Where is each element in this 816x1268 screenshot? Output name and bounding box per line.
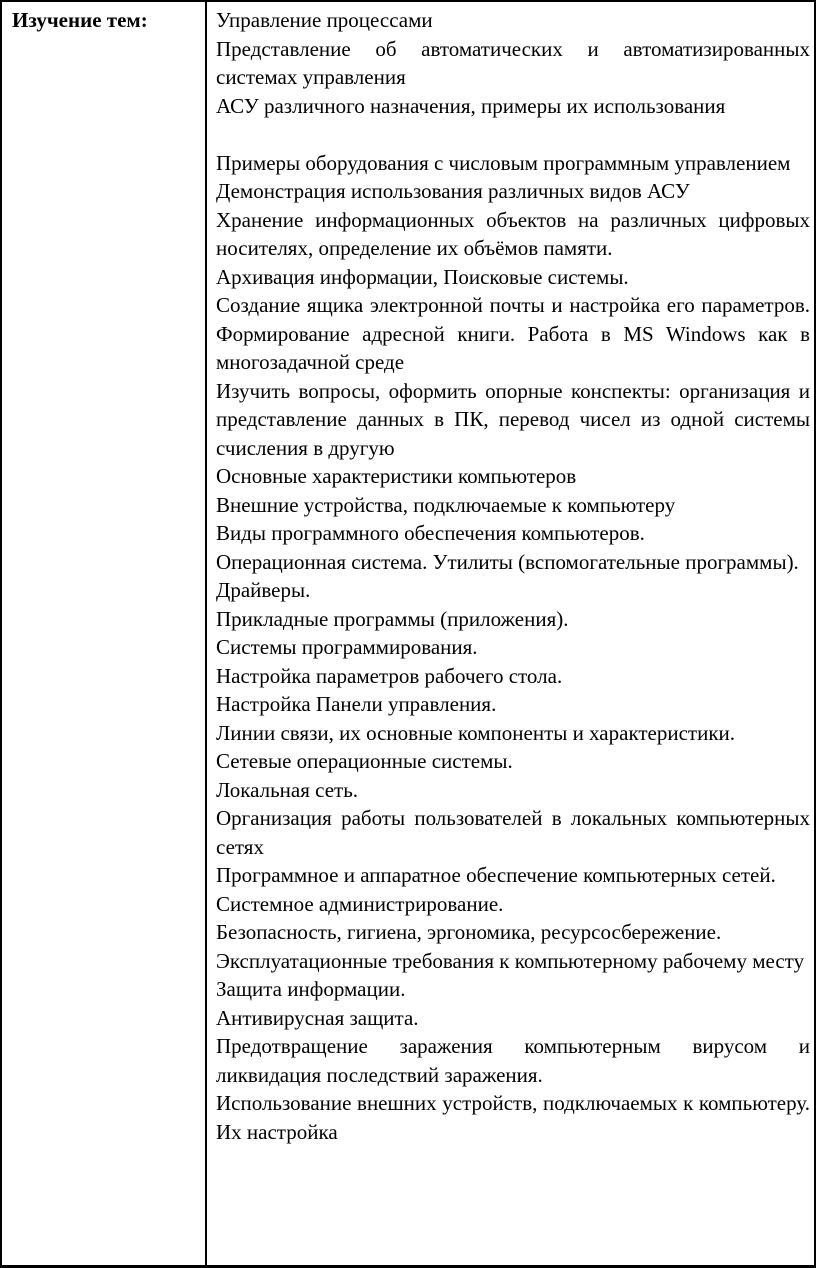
topic-item: Управление процессами	[216, 8, 433, 32]
topic-item: Виды программного обеспечения компьютеров.	[216, 521, 645, 545]
topic-item: Сетевые операционные системы.	[216, 749, 513, 773]
topic-item: Изучить вопросы, оформить опорные конспекты: организация и представление данных в ПК, перевод чисел из одной системы счисления в другую	[216, 378, 810, 460]
topic-item: Драйверы.	[216, 578, 311, 602]
topic-item: Линии связи, их основные компоненты и характеристики.	[216, 720, 736, 745]
topic-item: Архивация информации, Поисковые системы.	[216, 264, 629, 289]
column-divider	[205, 2, 207, 1265]
topic-item: Локальная сеть.	[216, 777, 359, 802]
topic-item: Системы программирования.	[216, 635, 478, 659]
topics-label: Изучение тем:	[12, 8, 148, 32]
topic-item: Программное и аппаратное обеспечение компьютерных сетей.	[216, 863, 776, 887]
topic-item: Использование внешних устройств, подключаемых к компьютеру. Их настройка	[216, 1091, 810, 1144]
topic-item: Примеры оборудования с числовым программным управлением	[216, 150, 791, 175]
topic-item: Демонстрация использования различных видов АСУ	[216, 179, 690, 203]
topics-list	[216, 6, 810, 1146]
topic-item: Создание ящика электронной почты и настройка его параметров. Формирование адресной книги. Работа в MS Windows как в многозадачной среде	[216, 293, 810, 374]
topic-item: Системное администрирование.	[216, 891, 504, 916]
topic-item: Прикладные программы (приложения).	[216, 606, 569, 631]
topic-item: Предотвращение заражения компьютерным вирусом и ликвидация последствий заражения.	[216, 1034, 810, 1087]
topic-item: Представление об автоматических и автоматизированных системах управления	[216, 36, 810, 89]
topic-item: Антивирусная защита.	[216, 1005, 419, 1030]
label-cell	[12, 6, 198, 35]
blank-line	[216, 120, 810, 149]
topic-item: Настройка Панели управления.	[216, 692, 497, 716]
topic-item: Основные характеристики компьютеров	[216, 464, 577, 488]
topic-item: Настройка параметров рабочего стола.	[216, 663, 563, 688]
topic-item: Эксплуатационные требования к компьютерному рабочему месту	[216, 948, 805, 973]
topic-item: АСУ различного назначения, примеры их использования	[216, 93, 726, 118]
topic-item: Операционная система. Утилиты (вспомогательные программы).	[216, 549, 799, 574]
topic-item: Защита информации.	[216, 977, 406, 1001]
topic-item: Организация работы пользователей в локальных компьютерных сетях	[216, 806, 810, 859]
topic-item: Безопасность, гигиена, эргономика, ресурсосбережение.	[216, 920, 722, 944]
topic-item: Внешние устройства, подключаемые к компьютеру	[216, 492, 676, 517]
topic-item: Хранение информационных объектов на различных цифровых носителях, определение их объёмов памяти.	[216, 207, 810, 260]
